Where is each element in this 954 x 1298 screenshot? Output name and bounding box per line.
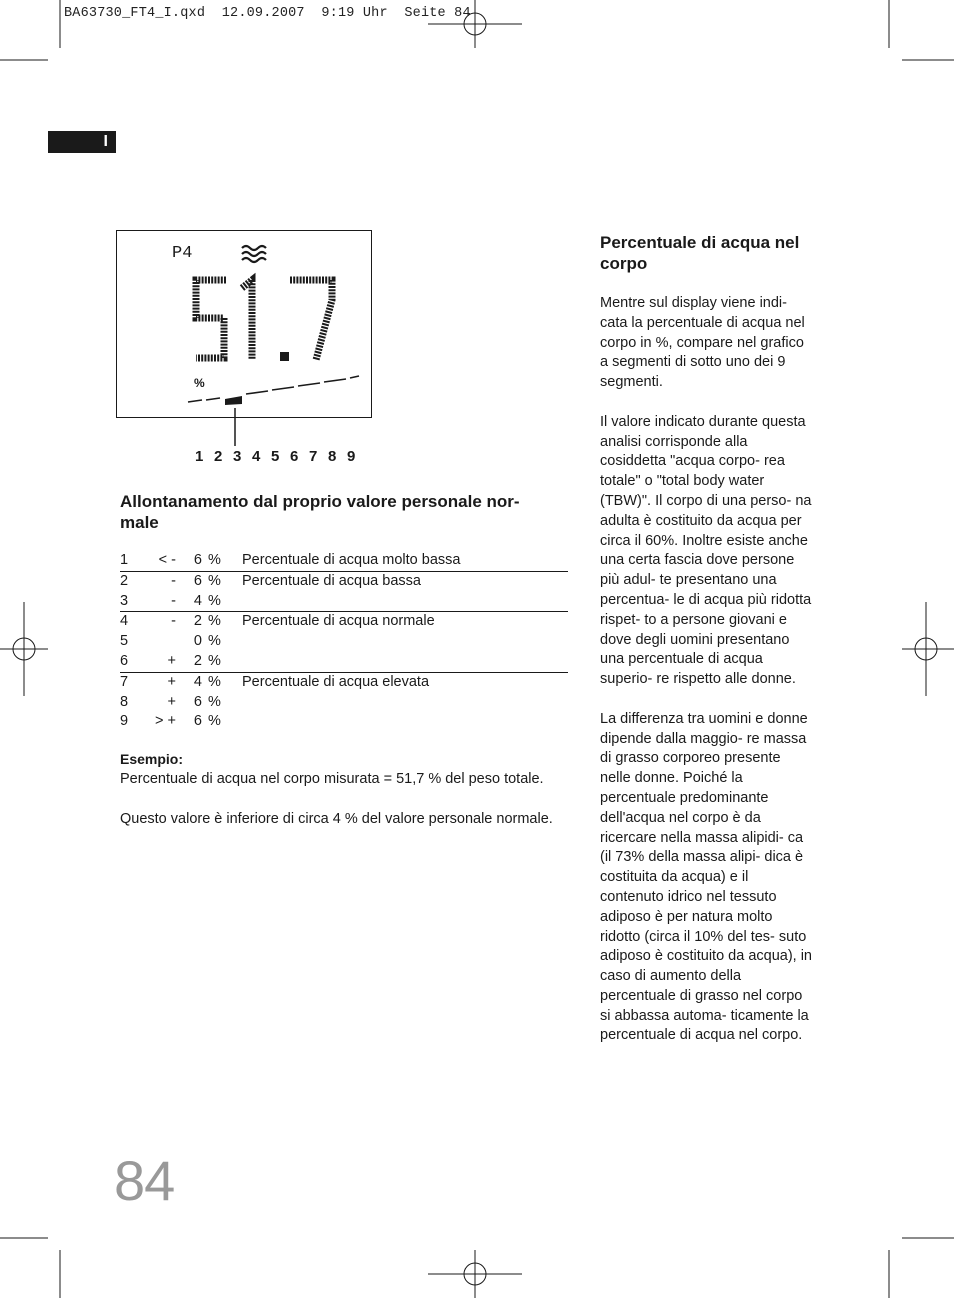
table-row — [120, 672, 568, 692]
row-description — [242, 712, 568, 732]
deviation-section-title: Allontanamento dal proprio valore personale nor- male — [120, 492, 520, 532]
row-sign: - — [146, 571, 192, 591]
row-description — [242, 592, 568, 612]
row-index: 3 — [120, 592, 129, 609]
row-value: 4 — [192, 672, 202, 692]
row-unit: % — [208, 652, 221, 669]
row-unit: % — [208, 552, 221, 568]
row-index: 6 — [120, 652, 129, 669]
table-row — [120, 652, 568, 672]
row-description: Percentuale di acqua molto bassa — [242, 552, 461, 568]
paragraph: Il valore indicato durante questa analisi corrisponde alla cosiddetta "acqua corpo- rea totale" o "total body water (TBW)". Il corpo di una perso- na adulta è costituito da acqua per circa il 60%. Inoltre esiste anche una certa fascia dove persone più adul- te presentano una percentua- le di acqua più ridotta rispet- to a persone giovani e dove degli uomini presentano una percentuale di acqua superio- re rispetto alle donne. — [600, 413, 812, 688]
water-section-body — [600, 294, 812, 1066]
row-description: Percentuale di acqua elevata — [242, 672, 568, 692]
row-value: 2 — [192, 612, 202, 632]
segment-number: 7 — [309, 448, 318, 465]
row-sign: - — [146, 612, 192, 632]
row-value: 6 — [192, 571, 202, 591]
language-label: I — [103, 133, 108, 150]
page-number: 84 — [114, 1149, 175, 1212]
table-row — [120, 712, 568, 732]
row-value: 6 — [193, 693, 202, 710]
row-unit: % — [208, 713, 221, 730]
row-index: 4 — [120, 612, 146, 632]
row-unit: % — [208, 592, 221, 609]
example-label: Esempio: — [120, 751, 184, 767]
unit-label: % — [194, 376, 205, 390]
row-description — [242, 652, 568, 672]
table-row — [120, 632, 568, 652]
row-sign: - — [171, 592, 176, 609]
display-graphic — [116, 230, 376, 450]
segment-bar — [188, 376, 359, 402]
deviation-table — [120, 551, 568, 732]
row-index: 5 — [120, 633, 129, 650]
segment-number: 3 — [233, 448, 242, 465]
row-index: 1 — [120, 552, 129, 568]
row-value: 6 — [193, 552, 202, 568]
example-block — [120, 749, 560, 829]
row-index: 7 — [120, 672, 146, 692]
segment-number: 6 — [290, 448, 299, 465]
row-value: 6 — [193, 713, 202, 730]
row-description: Percentuale di acqua bassa — [242, 571, 568, 591]
row-unit: % — [202, 571, 242, 591]
row-value: 4 — [193, 592, 202, 609]
row-index: 9 — [120, 713, 129, 730]
segment-number: 5 — [271, 448, 280, 465]
row-sign: + — [167, 693, 176, 710]
row-description — [242, 693, 568, 713]
row-unit: % — [202, 612, 242, 632]
table-row — [120, 693, 568, 713]
table-row — [120, 612, 568, 632]
paragraph: Mentre sul display viene indi- cata la percentuale di acqua nel corpo in %, compare nel grafico a segmenti di sotto uno dei 9 segmenti. — [600, 295, 805, 391]
table-row — [120, 551, 568, 571]
segment-number: 1 — [195, 448, 204, 465]
row-sign: + — [146, 672, 192, 692]
row-unit: % — [202, 672, 242, 692]
segment-number: 4 — [252, 448, 261, 465]
row-description: Percentuale di acqua normale — [242, 612, 568, 632]
water-section-title: Percentuale di acqua nel corpo — [600, 233, 800, 273]
example-text: Percentuale di acqua nel corpo misurata = 51,7 % del peso totale. — [120, 771, 544, 787]
water-waves-icon — [242, 246, 266, 262]
row-description — [242, 632, 568, 652]
table-row — [120, 592, 568, 612]
row-value: 0 — [193, 633, 202, 650]
language-tab — [48, 131, 116, 153]
paragraph: La differenza tra uomini e donne dipende dalla maggio- re massa di grasso corporeo presente nelle donne. Poiché la percentuale predominante dell'acqua nel corpo è da ricercare nella massa alipidi- ca (il 73% della massa alipi- dica è costituita da acqua) e il contenuto idrico nel tessuto adiposo è per natura molto ridotto (circa il 10% del tes- suto adiposo è costituito da acqua), in caso di aumento della percentuale di grasso nel corpo si abbassa automa- ticamente la percentuale di acqua nel corpo. — [600, 710, 812, 1044]
row-sign: + — [167, 652, 176, 669]
row-sign: < - — [158, 552, 176, 568]
segment-number: 8 — [328, 448, 337, 465]
segment-numbers — [195, 448, 366, 465]
row-sign: > + — [155, 713, 176, 730]
row-index: 8 — [120, 693, 129, 710]
row-sign — [146, 632, 192, 652]
row-value: 2 — [193, 652, 202, 669]
file-info: BA63730_FT4_I.qxd 12.09.2007 9:19 Uhr Seite 84 — [64, 6, 471, 21]
display-value — [196, 280, 332, 360]
row-unit: % — [208, 693, 221, 710]
active-segment-marker — [225, 396, 242, 405]
row-index: 2 — [120, 571, 146, 591]
decimal-point — [280, 352, 289, 361]
table-row — [120, 571, 568, 591]
row-unit: % — [208, 633, 221, 650]
segment-number: 9 — [347, 448, 356, 465]
example-note: Questo valore è inferiore di circa 4 % del valore personale normale. — [120, 811, 553, 827]
segment-number: 2 — [214, 448, 223, 465]
profile-label: P4 — [172, 244, 193, 263]
